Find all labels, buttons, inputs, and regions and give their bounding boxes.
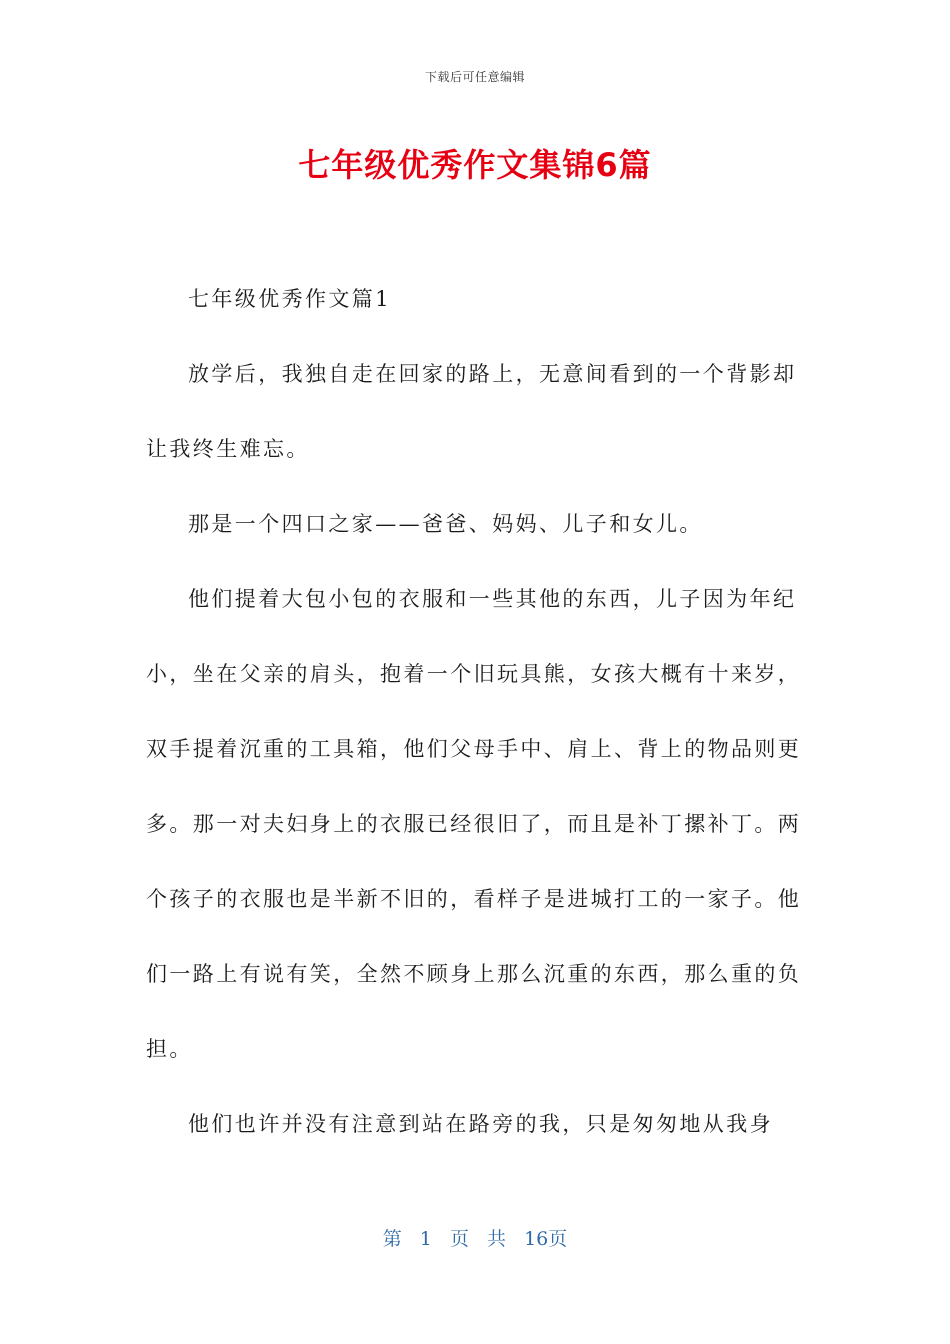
- paragraph: 他们提着大包小包的衣服和一些其他的东西，儿子因为年纪小，坐在父亲的肩头，抱着一个旧玩具熊，女孩大概有十来岁，双手提着沉重的工具箱，他们父母手中、肩上、背上的物品则更多。那一对夫妇身上的衣服已经很旧了，而且是补丁摞补丁。两个孩子的衣服也是半新不旧的，看样子是进城打工的一家子。他们一路上有说有笑，全然不顾身上那么沉重的东西，那么重的负担。: [146, 587, 802, 1061]
- paragraph: 他们也许并没有注意到站在路旁的我，只是匆匆地从我身: [188, 1112, 773, 1136]
- footer-page-label: 页: [449, 1228, 469, 1250]
- document-body: [146, 262, 806, 1162]
- footer-current-page: 1: [419, 1228, 432, 1250]
- section-heading: 七年级优秀作文篇1: [188, 287, 391, 311]
- header-note: 下载后可任意编辑: [424, 70, 525, 84]
- paragraph: 放学后，我独自走在回家的路上，无意间看到的一个背影却让我终生难忘。: [146, 362, 797, 461]
- footer-prefix: 第: [382, 1228, 402, 1250]
- document-title: 七年级优秀作文集锦6篇: [298, 146, 652, 184]
- paragraph: 那是一个四口之家——爸爸、妈妈、儿子和女儿。: [188, 512, 703, 536]
- footer-total-label: 共: [487, 1228, 507, 1250]
- page-footer: [0, 1224, 950, 1251]
- footer-total-pages: 16页: [524, 1228, 568, 1250]
